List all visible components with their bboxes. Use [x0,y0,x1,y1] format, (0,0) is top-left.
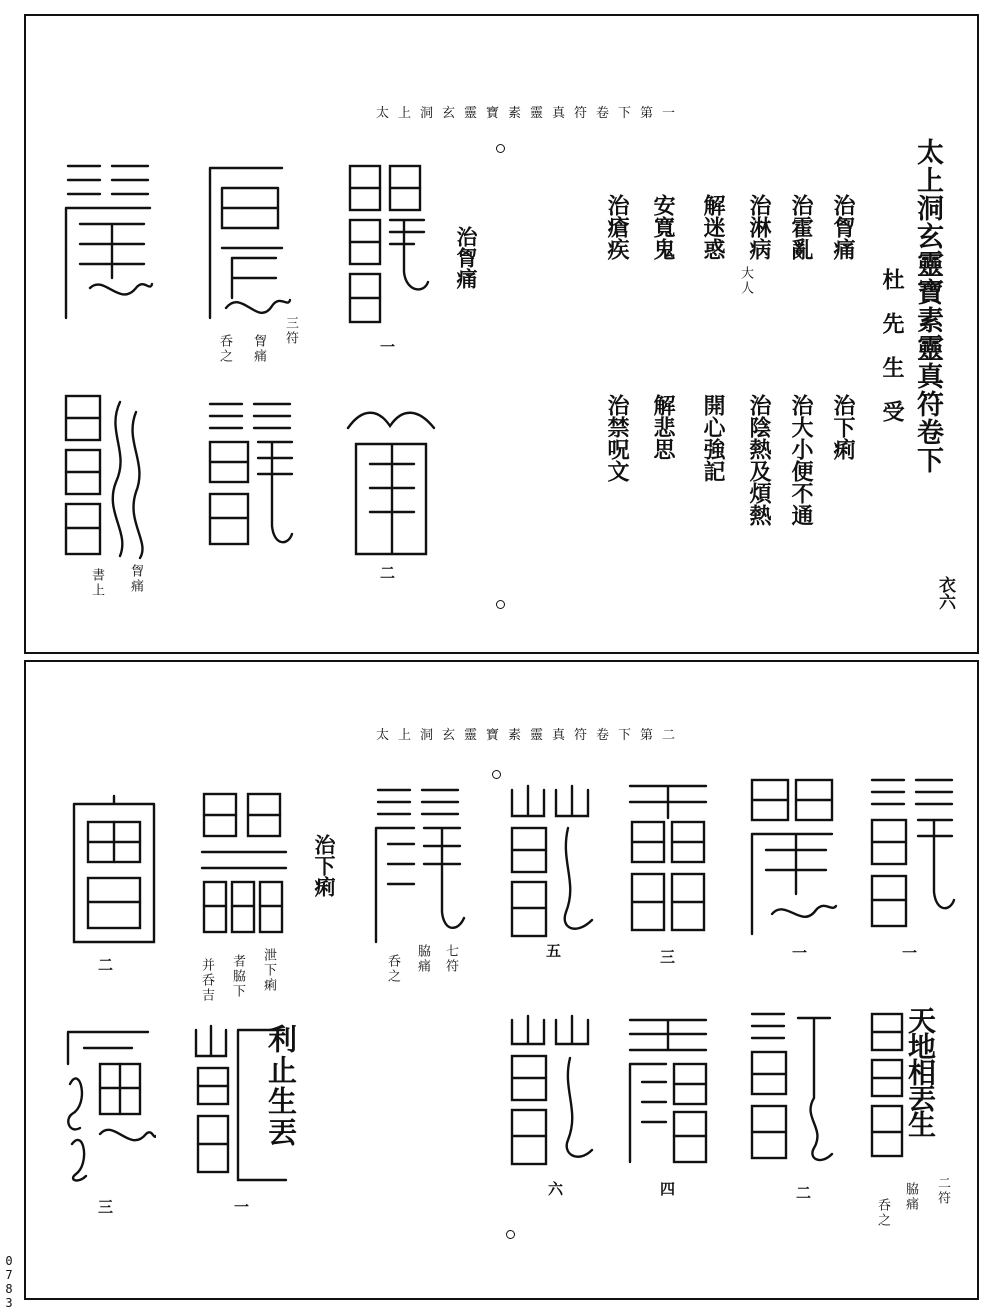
caption-line: 呑之 [385,954,400,984]
seal-numeral: 二 [98,956,114,974]
register-circle [496,600,505,609]
talisman-seal-8 [746,774,838,944]
talisman-seal-10 [504,782,598,948]
seal-numeral: 一 [234,1198,250,1216]
seal-numeral: 五 [546,942,562,960]
toc-item: 治禁呪文 [604,394,630,482]
seal-numeral: 六 [548,1180,564,1198]
section-title: 治下痢 [312,834,337,897]
volume-title: 太上洞玄靈寶素靈真符卷下 [912,138,943,474]
talisman-seal-13 [622,1012,714,1172]
lower-page [24,660,979,1300]
talisman-seal-7 [864,772,956,942]
small-note: 大人 [738,266,753,296]
talisman-seal-3 [60,158,156,328]
toc-item: 治陰熱及煩熱 [746,394,772,526]
seal-inscription: 利止生丟 [264,1024,298,1148]
section-title: 治胷痛 [454,226,479,289]
toc-item: 治胷痛 [830,194,856,260]
toc-item: 治下痢 [830,394,856,460]
talisman-seal-4 [342,404,440,564]
author-line: 杜 先 生 受 [879,268,905,422]
caption-line: 脇痛 [903,1182,918,1212]
caption-line: 胷痛 [251,334,266,364]
register-circle [492,770,501,779]
seal-numeral: 一 [902,944,918,962]
edge-page-number: 0783 [2,1254,16,1310]
toc-item: 解迷惑 [700,194,726,260]
toc-item: 治淋病 [746,194,772,260]
toc-item: 治霍亂 [788,194,814,260]
upper-header: 太上洞玄靈寶素靈真符卷下第一 [376,106,685,121]
folio-mark: 衣六 [935,576,955,610]
lower-header: 太上洞玄靈寶素靈真符卷下第二 [376,728,685,743]
caption-line: 書上 [89,568,104,598]
seal-numeral: 三 [98,1198,114,1216]
talisman-seal-9 [622,778,714,948]
caption-line: 七符 [443,944,458,974]
caption-line: 三符 [283,316,298,346]
upper-page [24,14,979,654]
toc-item: 解悲思 [650,394,676,460]
talisman-seal-17 [60,1024,156,1184]
toc-item: 安寬鬼 [650,194,676,260]
seal-numeral: 三 [660,948,676,966]
seal-inscription: 天地相丟生 [904,1006,937,1136]
caption-line: 二符 [935,1176,950,1206]
talisman-seal-19 [196,788,292,948]
toc-item: 開心強記 [700,394,726,482]
seal-numeral: 二 [796,1184,812,1202]
toc-item: 治瘡疾 [604,194,630,260]
talisman-seal-15 [868,1004,964,1174]
seal-numeral: 二 [380,564,396,582]
talisman-seal-2 [202,158,294,328]
caption-line: 呑之 [875,1198,890,1228]
caption-line: 泄下痢 [261,948,276,993]
talisman-seal-20 [232,1018,318,1188]
register-circle [506,1230,515,1239]
talisman-seal-18 [66,792,162,948]
talisman-seal-1 [344,162,434,332]
caption-line: 呑之 [217,334,232,364]
talisman-seal-5 [202,396,298,564]
talisman-seal-11 [370,782,468,948]
talisman-seal-12 [744,1008,834,1168]
caption-line: 者脇下 [230,954,245,999]
seal-numeral: 一 [380,338,396,356]
talisman-seal-6 [60,392,156,562]
caption-line: 胷痛 [128,564,143,594]
talisman-seal-14 [504,1014,598,1174]
register-circle [496,144,505,153]
seal-numeral: 四 [660,1180,676,1198]
toc-item: 治大小便不通 [788,394,814,526]
seal-numeral: 一 [792,944,808,962]
caption-line: 并呑吉 [199,958,214,1003]
caption-line: 脇痛 [415,944,430,974]
